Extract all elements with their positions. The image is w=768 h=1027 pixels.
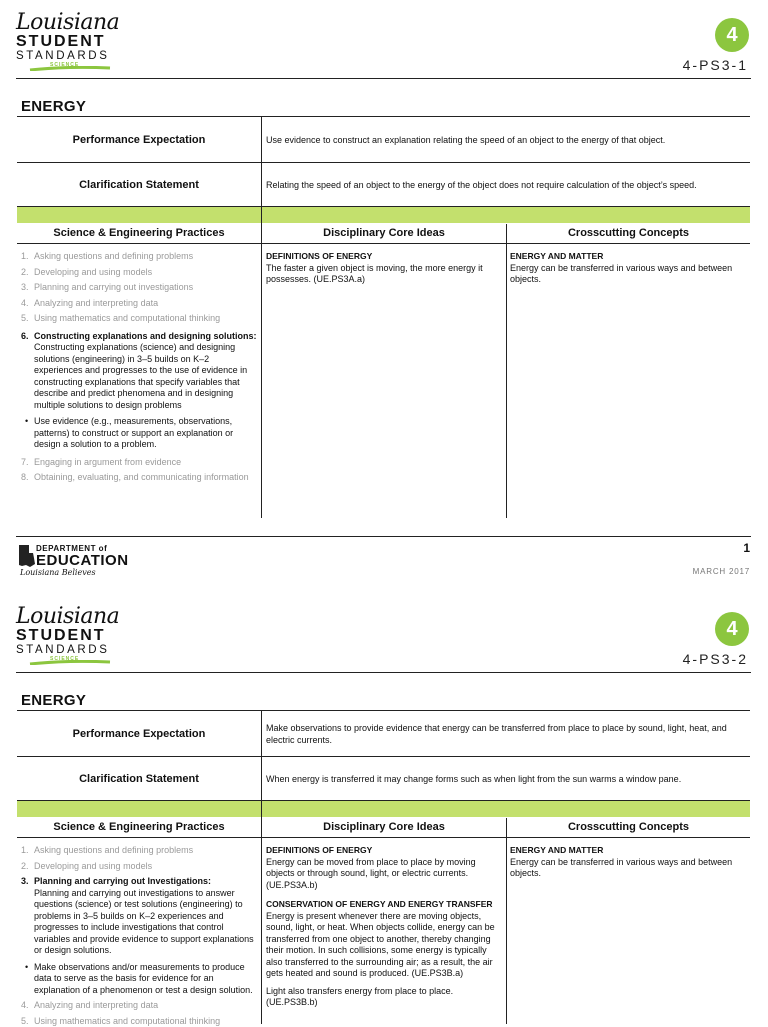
page-number: 1 <box>743 541 750 555</box>
dci-text: The faster a given object is moving, the more energy it possesses. (UE.PS3A.a) <box>266 263 500 286</box>
dci-heading: DEFINITIONS OF ENERGY <box>266 845 502 857</box>
list-item: 1. Asking questions and defining problems <box>21 845 257 857</box>
list-item: 3. Planning and carrying out investigations <box>21 282 257 294</box>
cc-heading: ENERGY AND MATTER <box>510 845 744 857</box>
performance-expectation-label: Performance Expectation <box>17 117 262 162</box>
list-item: 8. Obtaining, evaluating, and communicating information <box>21 472 257 484</box>
grade-badge: 4 <box>715 612 749 646</box>
cc-header: Crosscutting Concepts <box>507 818 750 837</box>
performance-expectation-text: Make observations to provide evidence that energy can be transferred from place to place by sound, light, heat, and electric currents. <box>266 711 744 756</box>
header-divider <box>16 672 751 673</box>
practices-list <box>21 845 257 1027</box>
logo-student-text: STUDENT <box>16 34 126 50</box>
louisiana-student-standards-logo <box>16 606 126 662</box>
practice-bullet: • Make observations and/or measurements to produce data to serve as the basis for evidence for an explanation of a phenomenon or test a design solution. <box>21 962 257 997</box>
clarification-statement-row <box>17 163 750 207</box>
list-item: 4. Analyzing and interpreting data <box>21 298 257 310</box>
clarification-statement-text: When energy is transferred it may change forms such as when light from the sun warms a window pane. <box>266 757 744 800</box>
practice-bullet: • Use evidence (e.g., measurements, observations, patterns) to construct or support an explanation or design a solution to a problem. <box>21 416 257 451</box>
practice-description: Planning and carrying out investigations to answer questions (science) or test solutions (engineering) to problems in 3–5 builds on K–2 experiences and progresses to include investigations that control variables and provide evidence to support explanations or design solutions. <box>21 888 257 957</box>
column-headers <box>17 818 750 838</box>
cc-text: Energy can be transferred in various ways and between objects. <box>510 857 744 880</box>
dci-content <box>266 251 500 286</box>
cc-content <box>510 845 744 880</box>
dci-text: Energy can be moved from place to place by moving objects or through sound, light, or electric currents. (UE.PS3A.b) <box>266 857 502 892</box>
section-title: ENERGY <box>21 692 86 709</box>
dci-heading: DEFINITIONS OF ENERGY <box>266 251 500 263</box>
louisiana-state-icon <box>18 544 36 568</box>
logo-science-text: SCIENCE <box>50 62 126 68</box>
list-item: 5. Using mathematics and computational thinking <box>21 1016 257 1027</box>
header-divider <box>16 78 751 79</box>
list-item: 6. Constructing explanations and designing solutions: <box>21 331 257 343</box>
performance-expectation-row <box>17 711 750 757</box>
list-item: 1. Asking questions and defining problems <box>21 251 257 263</box>
standard-code: 4-PS3-2 <box>683 651 748 667</box>
logo-student-text: STUDENT <box>16 628 126 644</box>
louisiana-student-standards-logo <box>16 12 126 68</box>
column-divider <box>261 117 262 518</box>
dci-text: Light also transfers energy from place to place. (UE.PS3B.b) <box>266 986 502 1009</box>
green-band <box>17 207 750 223</box>
cc-text: Energy can be transferred in various ways and between objects. <box>510 263 744 286</box>
practices-list <box>21 251 257 484</box>
cc-header: Crosscutting Concepts <box>507 224 750 243</box>
cc-heading: ENERGY AND MATTER <box>510 251 744 263</box>
performance-expectation-label: Performance Expectation <box>17 711 262 756</box>
grade-badge: 4 <box>715 18 749 52</box>
column-divider <box>506 818 507 1024</box>
logo-script-text: Louisiana <box>16 12 126 34</box>
list-item: 3. Planning and carrying out Investigations: <box>21 876 257 888</box>
dci-text: Energy is present whenever there are moving objects, sound, light, or heat. When objects collide, energy can be transferred from one object to another, thereby changing their motion. In such collisions, some energy is typically also transferred to the surrounding air; as a result, the air gets heated and sound is produced. (UE.PS3B.a) <box>266 911 502 980</box>
dci-content <box>266 845 502 1009</box>
logo-script-text: Louisiana <box>16 606 126 628</box>
footer-divider <box>16 536 751 537</box>
logo-standards-text: STANDARDS <box>16 50 126 62</box>
list-item: 2. Developing and using models <box>21 267 257 279</box>
logo-standards-text: STANDARDS <box>16 644 126 656</box>
list-item: 5. Using mathematics and computational thinking <box>21 313 257 325</box>
section-title: ENERGY <box>21 98 86 115</box>
column-divider <box>261 711 262 1024</box>
louisiana-believes-text: Louisiana Believes <box>20 568 96 577</box>
practices-header: Science & Engineering Practices <box>17 818 261 837</box>
green-band <box>17 801 750 817</box>
logo-swoosh-icon <box>28 660 112 665</box>
dept-text: DEPARTMENT of <box>36 544 107 553</box>
dci-header: Disciplinary Core Ideas <box>262 818 506 837</box>
clarification-statement-row <box>17 757 750 801</box>
publication-date: MARCH 2017 <box>693 567 750 576</box>
logo-science-text: SCIENCE <box>50 656 126 662</box>
education-text: EDUCATION <box>36 552 129 569</box>
column-divider <box>506 224 507 518</box>
clarification-statement-text: Relating the speed of an object to the energy of the object does not require calculation of the object’s speed. <box>266 163 744 206</box>
practice-description: Constructing explanations (science) and designing solutions (engineering) in 3–5 builds on K–2 experiences and progresses to the use of evidence in constructing explanations that specify variables that describe and predict phenomena and in designing multiple solutions to design problems <box>21 342 257 411</box>
column-headers <box>17 224 750 244</box>
performance-expectation-text: Use evidence to construct an explanation relating the speed of an object to the energy of that object. <box>266 117 744 162</box>
clarification-statement-label: Clarification Statement <box>17 163 262 206</box>
cc-content <box>510 251 744 286</box>
list-item: 7. Engaging in argument from evidence <box>21 457 257 469</box>
logo-swoosh-icon <box>28 66 112 71</box>
list-item: 4. Analyzing and interpreting data <box>21 1000 257 1012</box>
department-of-education-logo <box>18 542 128 578</box>
dci-header: Disciplinary Core Ideas <box>262 224 506 243</box>
performance-expectation-row <box>17 117 750 163</box>
standard-code: 4-PS3-1 <box>683 57 748 73</box>
clarification-statement-label: Clarification Statement <box>17 757 262 800</box>
practices-header: Science & Engineering Practices <box>17 224 261 243</box>
list-item: 2. Developing and using models <box>21 861 257 873</box>
dci-heading: CONSERVATION OF ENERGY AND ENERGY TRANSFER <box>266 899 502 911</box>
